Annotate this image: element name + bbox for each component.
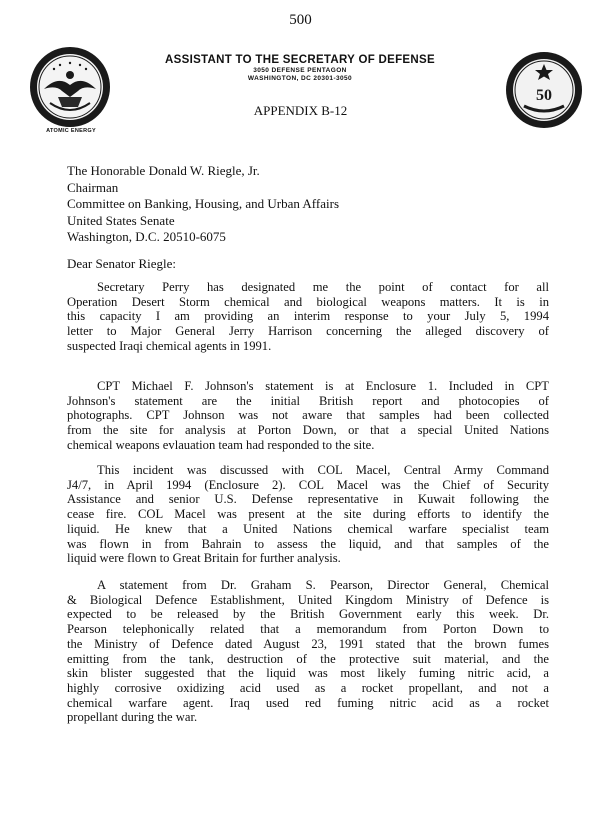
- paragraph-line: propellant during the war.: [67, 710, 198, 725]
- paragraph-line: & Biological Defence Establishment, United Kingdom Ministry of Defence is: [67, 592, 549, 607]
- paragraph-line: photographs. CPT Johnson was not aware that samples had been collected: [67, 408, 549, 423]
- paragraph-line: letter to Major General Jerry Harrison concerning the alleged discovery of: [67, 324, 549, 339]
- page-number: 500: [289, 12, 312, 28]
- salutation: Dear Senator Riegle:: [67, 256, 177, 271]
- paragraph-line: was flown in from Bahrain to assess the liquid, and that samples of the: [67, 536, 549, 551]
- paragraph-line: This incident was discussed with COL Macel, Central Army Command: [97, 463, 549, 477]
- paragraph-line: chemical warfare agent. Iraq used red fuming nitric acid as a rocket: [67, 695, 549, 710]
- paragraph-line: J4/7, in April 1994 (Enclosure 2). COL Macel was the Chief of Security: [67, 477, 549, 492]
- paragraph-line: CPT Michael F. Johnson's statement is at Enclosure 1. Included in CPT: [97, 379, 549, 393]
- letterhead-title: ASSISTANT TO THE SECRETARY OF DEFENSE: [165, 54, 435, 66]
- paragraph-line: from the site for analysis at Porton Down, or that a special United Nations: [67, 423, 549, 438]
- letterhead-address-line1: 3050 DEFENSE PENTAGON: [253, 67, 347, 75]
- paragraph-4: [67, 578, 549, 725]
- paragraph-3: [67, 463, 549, 566]
- letterhead: [150, 54, 450, 82]
- address-line: United States Senate: [67, 212, 175, 228]
- paragraph-1: [67, 280, 549, 354]
- appendix-label: APPENDIX B-12: [253, 103, 348, 118]
- paragraph-line: highly corrosive oxidizing acid used as a rocket propellant, and not a: [67, 680, 549, 695]
- paragraph-line: skin blister suggested that the liquid was most likely fuming nitric acid, a: [67, 666, 549, 681]
- paragraph-line: Assistance and senior U.S. Defense representative in Kuwait following the: [67, 492, 549, 507]
- paragraph-line: Secretary Perry has designated me the point of contact for all: [97, 280, 549, 294]
- seal-caption: ATOMIC ENERGY: [46, 128, 96, 134]
- anniversary-number: 50: [536, 87, 552, 104]
- paragraph-line: this capacity I am providing an interim response to your July 5, 1994: [67, 309, 549, 324]
- address-line: The Honorable Donald W. Riegle, Jr.: [67, 163, 260, 178]
- paragraph-line: A statement from Dr. Graham S. Pearson, Director General, Chemical: [97, 578, 549, 592]
- address-line: Chairman: [67, 179, 119, 195]
- paragraph-line: expected to be released by the British Government early this week. Dr.: [67, 607, 549, 622]
- paragraph-2: [67, 379, 549, 453]
- paragraph-line: cease fire. COL Macel was present at the site during efforts to identify the: [67, 507, 549, 522]
- paragraph-line: suspected Iraqi chemical agents in 1991.: [67, 338, 272, 353]
- recipient-address: [67, 163, 339, 246]
- paragraph-line: emitting from the tank, destruction of the protective suit material, and the: [67, 651, 549, 666]
- paragraph-line: liquid were flown to Great Britain for further analysis.: [67, 551, 341, 566]
- address-line: Committee on Banking, Housing, and Urban Affairs: [67, 196, 340, 211]
- paragraph-line: the Ministry of Defence dated August 23, 1991 stated that the brown fumes: [67, 636, 549, 651]
- paragraph-line: Operation Desert Storm chemical and biological weapons matters. It is in: [67, 294, 549, 309]
- paragraph-line: chemical weapons evlauation team had responded to the site.: [67, 437, 375, 452]
- letterhead-address-line2: WASHINGTON, DC 20301-3050: [247, 74, 353, 82]
- paragraph-line: liquid. He knew that a United Nations chemical warfare specialist team: [67, 521, 549, 536]
- paragraph-line: Johnson's statement are the initial British report and photocopies of: [67, 393, 549, 408]
- address-line: Washington, D.C. 20510-6075: [67, 229, 226, 244]
- paragraph-line: Pearson telephonically related that a memorandum from Porton Down to: [67, 622, 549, 637]
